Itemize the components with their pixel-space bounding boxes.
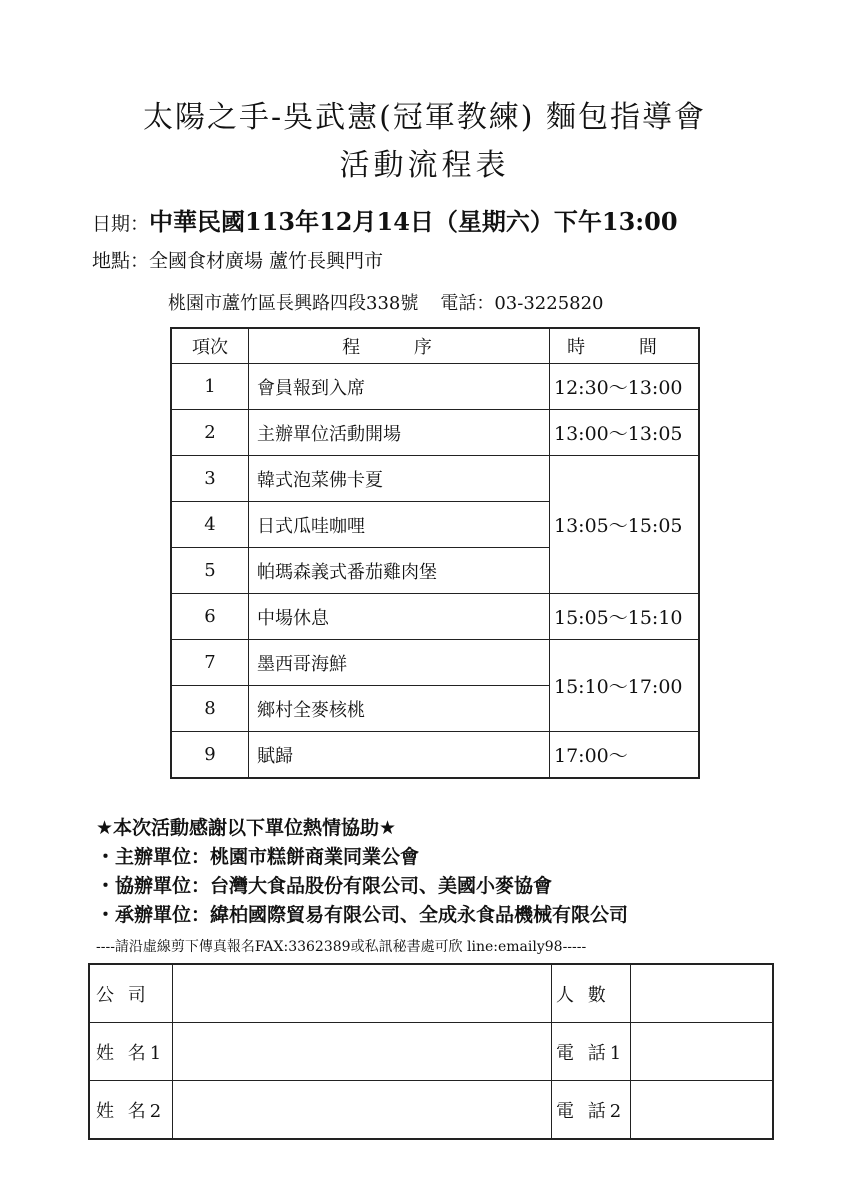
title-line-2: 活動流程表 bbox=[339, 148, 510, 183]
item-no: 4 bbox=[171, 502, 249, 548]
item-no: 7 bbox=[171, 640, 249, 686]
company-field[interactable] bbox=[173, 964, 552, 1023]
co-organizer-line: ・協辦單位：台灣大食品股份有限公司、美國小麥協會 bbox=[96, 875, 553, 897]
organizer-line: ・主辦單位：桃園市糕餅商業同業公會 bbox=[96, 846, 420, 868]
date-row bbox=[92, 202, 678, 237]
location-value: 全國食材廣場 蘆竹長興門市 bbox=[149, 250, 384, 272]
form-row bbox=[89, 1081, 773, 1140]
table-row bbox=[171, 364, 699, 410]
table-row bbox=[171, 640, 699, 686]
company-label: 公 司 bbox=[89, 964, 173, 1023]
executor-line: ・承辦單位：緯柏國際貿易有限公司、全成永食品機械有限公司 bbox=[96, 904, 629, 926]
address-row bbox=[168, 289, 604, 315]
time-slot: 13:00～13:05 bbox=[550, 410, 700, 456]
table-row bbox=[171, 410, 699, 456]
name2-field[interactable] bbox=[173, 1081, 552, 1140]
table-row bbox=[171, 456, 699, 502]
item-no: 8 bbox=[171, 686, 249, 732]
item-no: 2 bbox=[171, 410, 249, 456]
item-no: 3 bbox=[171, 456, 249, 502]
item-no: 9 bbox=[171, 732, 249, 779]
program-name: 會員報到入席 bbox=[249, 364, 550, 410]
phone2-label: 電 話2 bbox=[552, 1081, 631, 1140]
date-value: 中華民國113年12月14日（星期六）下午13:00 bbox=[149, 207, 678, 236]
item-no: 5 bbox=[171, 548, 249, 594]
header-program: 程 序 bbox=[249, 328, 550, 364]
attendee-count-label: 人 數 bbox=[552, 964, 631, 1023]
program-name: 日式瓜哇咖哩 bbox=[249, 502, 550, 548]
phone2-field[interactable] bbox=[631, 1081, 774, 1140]
header-time: 時 間 bbox=[550, 328, 700, 364]
address: 桃園市蘆竹區長興路四段338號 bbox=[168, 293, 419, 314]
header-item-no: 項次 bbox=[171, 328, 249, 364]
form-row bbox=[89, 1023, 773, 1081]
program-name: 中場休息 bbox=[249, 594, 550, 640]
date-label: 日期： bbox=[92, 213, 150, 235]
form-row bbox=[89, 964, 773, 1023]
name1-label: 姓 名1 bbox=[89, 1023, 173, 1081]
schedule-table bbox=[170, 327, 700, 779]
program-name: 帕瑪森義式番茄雞肉堡 bbox=[249, 548, 550, 594]
program-name: 主辦單位活動開場 bbox=[249, 410, 550, 456]
program-name: 墨西哥海鮮 bbox=[249, 640, 550, 686]
item-no: 6 bbox=[171, 594, 249, 640]
time-slot: 15:10～17:00 bbox=[550, 640, 700, 732]
cut-line: ----請沿虛線剪下傳真報名FAX:3362389或私訊秘書處可欣 line:emaily98----- bbox=[96, 939, 587, 955]
time-slot: 13:05～15:05 bbox=[550, 456, 700, 594]
contact-phone: 電話：03-3225820 bbox=[440, 293, 604, 314]
program-name: 韓式泡菜佛卡夏 bbox=[249, 456, 550, 502]
time-slot: 12:30～13:00 bbox=[550, 364, 700, 410]
location-row bbox=[92, 246, 383, 273]
sponsor-heading: ★本次活動感謝以下單位熱情協助★ bbox=[96, 817, 397, 839]
time-slot: 17:00～ bbox=[550, 732, 700, 779]
name1-field[interactable] bbox=[173, 1023, 552, 1081]
attendee-count-field[interactable] bbox=[631, 964, 774, 1023]
sponsor-section bbox=[96, 814, 628, 930]
title-line-1: 太陽之手-吳武憲(冠軍教練) 麵包指導會 bbox=[142, 100, 707, 135]
name2-label: 姓 名2 bbox=[89, 1081, 173, 1140]
phone1-label: 電 話1 bbox=[552, 1023, 631, 1081]
location-label: 地點： bbox=[92, 250, 150, 272]
table-row bbox=[171, 732, 699, 779]
phone1-field[interactable] bbox=[631, 1023, 774, 1081]
schedule-header-row bbox=[171, 328, 699, 364]
program-name: 鄉村全麥核桃 bbox=[249, 686, 550, 732]
registration-form bbox=[88, 963, 774, 1140]
time-slot: 15:05～15:10 bbox=[550, 594, 700, 640]
item-no: 1 bbox=[171, 364, 249, 410]
table-row bbox=[171, 594, 699, 640]
program-name: 賦歸 bbox=[249, 732, 550, 779]
